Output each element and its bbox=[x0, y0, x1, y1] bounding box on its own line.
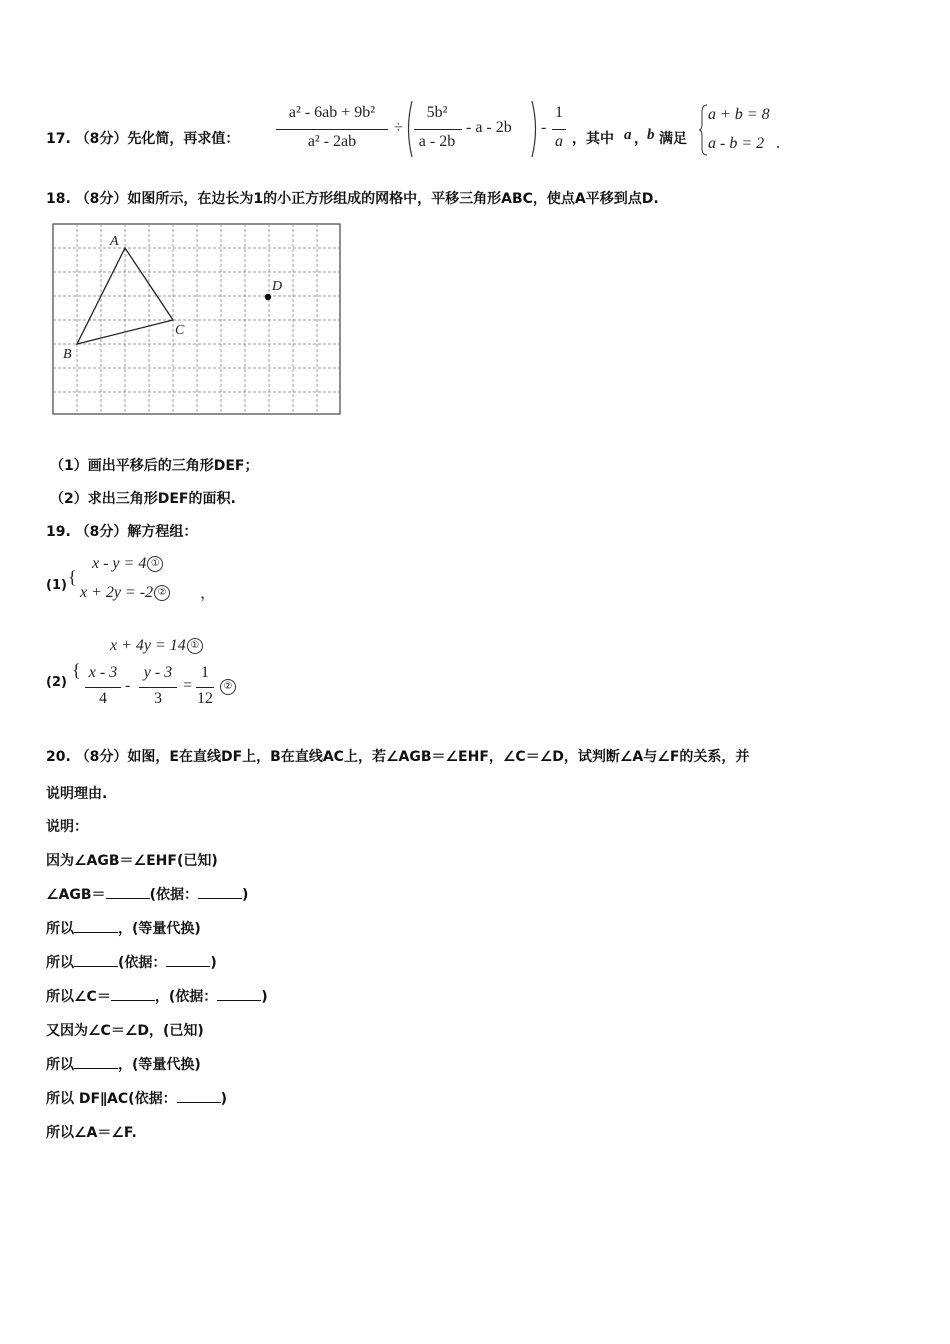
q17-end: . bbox=[776, 135, 780, 152]
q19-p1-line1 bbox=[92, 555, 163, 573]
q17-frac3-den: a bbox=[555, 133, 563, 150]
q20-step-text: 所以∠A＝∠F. bbox=[46, 1125, 137, 1141]
answer-blank[interactable] bbox=[74, 1054, 118, 1069]
q20-step-7 bbox=[46, 1054, 201, 1074]
answer-blank[interactable] bbox=[177, 1088, 221, 1103]
q17-comma: ， bbox=[634, 131, 648, 147]
q17-div-sign: ÷ bbox=[394, 119, 403, 136]
q19-p2-f2-den: 3 bbox=[154, 690, 162, 707]
q17-minus: - bbox=[541, 119, 547, 136]
q20-step-text: 所以 bbox=[46, 1057, 74, 1073]
q18-point-d bbox=[265, 294, 271, 300]
q20-step-text: 所以∠C＝ bbox=[46, 989, 111, 1005]
q19-p2-eq1: x + 4y = 14 bbox=[110, 637, 186, 654]
q18-label-a: A bbox=[110, 234, 119, 249]
q20-step-text: 所以 bbox=[46, 955, 74, 971]
q19-p2-f3-den: 12 bbox=[197, 690, 213, 707]
q19-p2-f3-bar bbox=[196, 687, 214, 688]
q18-label-d: D bbox=[272, 279, 283, 294]
q20-step-text: ) bbox=[220, 1091, 227, 1107]
q17-frac2-num: 5b² bbox=[426, 104, 448, 121]
q17-var-a: a bbox=[624, 127, 632, 143]
q20-step-8 bbox=[46, 1088, 227, 1108]
q20-line1: 20. （8分）如图，E在直线DF上，B在直线AC上，若∠AGB＝∠EHF，∠C＝∠D，试判断∠A与∠F的关系，并 bbox=[46, 749, 750, 765]
q18-grid-figure bbox=[52, 223, 342, 416]
q19-p2-minus: - bbox=[125, 677, 131, 694]
q17-sys-line2: a - b = 2 bbox=[708, 135, 765, 152]
q19-p2-f3-num: 1 bbox=[201, 664, 209, 681]
answer-blank[interactable] bbox=[166, 952, 210, 967]
q20-line2: 说明理由. bbox=[46, 786, 108, 802]
q19-p2-f2-num: y - 3 bbox=[143, 664, 173, 681]
q20-step-2 bbox=[46, 884, 248, 904]
q19-p2-f1-den: 4 bbox=[99, 690, 107, 707]
q17-frac1-den: a² - 2ab bbox=[307, 133, 357, 150]
q18-sub1: （1）画出平移后的三角形DEF； bbox=[50, 458, 259, 474]
q20-step-text: ) bbox=[210, 955, 217, 971]
q20-step-text: ，(等量代换) bbox=[118, 1057, 201, 1073]
q20-step-text: ∠AGB＝ bbox=[46, 887, 106, 903]
q17-frac1-bar bbox=[276, 129, 388, 130]
q20-step-text: (依据： bbox=[149, 887, 198, 903]
q20-step-text: ) bbox=[241, 887, 249, 903]
q19-p2-brace: { bbox=[72, 660, 81, 680]
q17-frac1-num: a² - 6ab + 9b² bbox=[288, 104, 376, 121]
q17-sys-line1: a + b = 8 bbox=[708, 106, 770, 123]
q20-step-text: 所以 DF∥AC(依据： bbox=[46, 1091, 177, 1107]
q19-p1-brace: { bbox=[68, 567, 77, 587]
q19-p1-mark1: ① bbox=[147, 556, 163, 572]
q20-step-text: ) bbox=[261, 989, 268, 1005]
q19-p2-line2-mark-wrap bbox=[219, 676, 236, 695]
answer-blank[interactable] bbox=[74, 918, 118, 933]
answer-blank[interactable] bbox=[198, 884, 242, 899]
q19-p2-f1-bar bbox=[85, 687, 121, 688]
q20-step-text: 所以 bbox=[46, 921, 74, 937]
q17-satisfy: 满足 bbox=[659, 131, 687, 147]
q17-paren-tail: - a - 2b bbox=[466, 119, 512, 136]
q19-p1-tail: ， bbox=[200, 585, 217, 602]
q19-p2-f1-num: x - 3 bbox=[88, 664, 118, 681]
q19-p2-mark2: ② bbox=[220, 679, 236, 695]
q20-step-text: ，(等量代换) bbox=[118, 921, 201, 937]
q17-mid-text: ，其中 bbox=[572, 131, 614, 147]
q18-text: 18. （8分）如图所示，在边长为1的小正方形组成的网格中，平移三角形ABC，使点A平移到点D. bbox=[46, 191, 659, 207]
answer-blank[interactable] bbox=[74, 952, 118, 967]
q18-label-c: C bbox=[175, 323, 185, 338]
q19-p2-label: (2) bbox=[46, 675, 67, 690]
q19-p1-eq2: x + 2y = -2 bbox=[80, 584, 154, 601]
answer-blank[interactable] bbox=[217, 986, 261, 1001]
q20-step-3 bbox=[46, 918, 201, 938]
q18-sub2: （2）求出三角形DEF的面积. bbox=[50, 491, 236, 507]
q20-step-6 bbox=[46, 1020, 204, 1040]
q20-label: 说明： bbox=[46, 819, 88, 835]
q17-frac2-bar bbox=[414, 129, 462, 130]
q19-title: 19. （8分）解方程组： bbox=[46, 524, 198, 540]
q19-p2-eq: = bbox=[183, 677, 193, 694]
q18-label-b: B bbox=[63, 347, 72, 362]
q20-step-5 bbox=[46, 986, 268, 1006]
q19-p2-mark1: ① bbox=[187, 638, 203, 654]
q20-step-9 bbox=[46, 1122, 137, 1142]
q17-prefix: 17. （8分）先化简，再求值： bbox=[46, 131, 240, 147]
q20-step-text: 又因为∠C＝∠D，(已知) bbox=[46, 1023, 204, 1039]
q19-p1-eq1: x - y = 4 bbox=[92, 555, 147, 572]
q19-p1-mark2: ② bbox=[154, 585, 170, 601]
q17-frac2-den: a - 2b bbox=[418, 133, 456, 150]
q20-step-1 bbox=[46, 850, 218, 870]
q19-p1-label: (1) bbox=[46, 578, 67, 593]
q17-frac3-bar bbox=[552, 129, 566, 130]
q20-step-4 bbox=[46, 952, 217, 972]
q17-right-paren bbox=[530, 100, 540, 158]
answer-blank[interactable] bbox=[111, 986, 155, 1001]
q20-step-text: 因为∠AGB＝∠EHF(已知) bbox=[46, 853, 218, 869]
q17-frac3-num: 1 bbox=[555, 104, 563, 121]
q20-step-text: (依据： bbox=[118, 955, 167, 971]
q20-step-text: ，(依据： bbox=[154, 989, 218, 1005]
q19-p2-f2-bar bbox=[139, 687, 177, 688]
q19-p2-line1 bbox=[110, 637, 203, 655]
q17-var-b: b bbox=[647, 127, 655, 143]
q17-system-brace bbox=[698, 104, 708, 156]
q19-p1-line2 bbox=[80, 584, 170, 602]
answer-blank[interactable] bbox=[106, 884, 150, 899]
